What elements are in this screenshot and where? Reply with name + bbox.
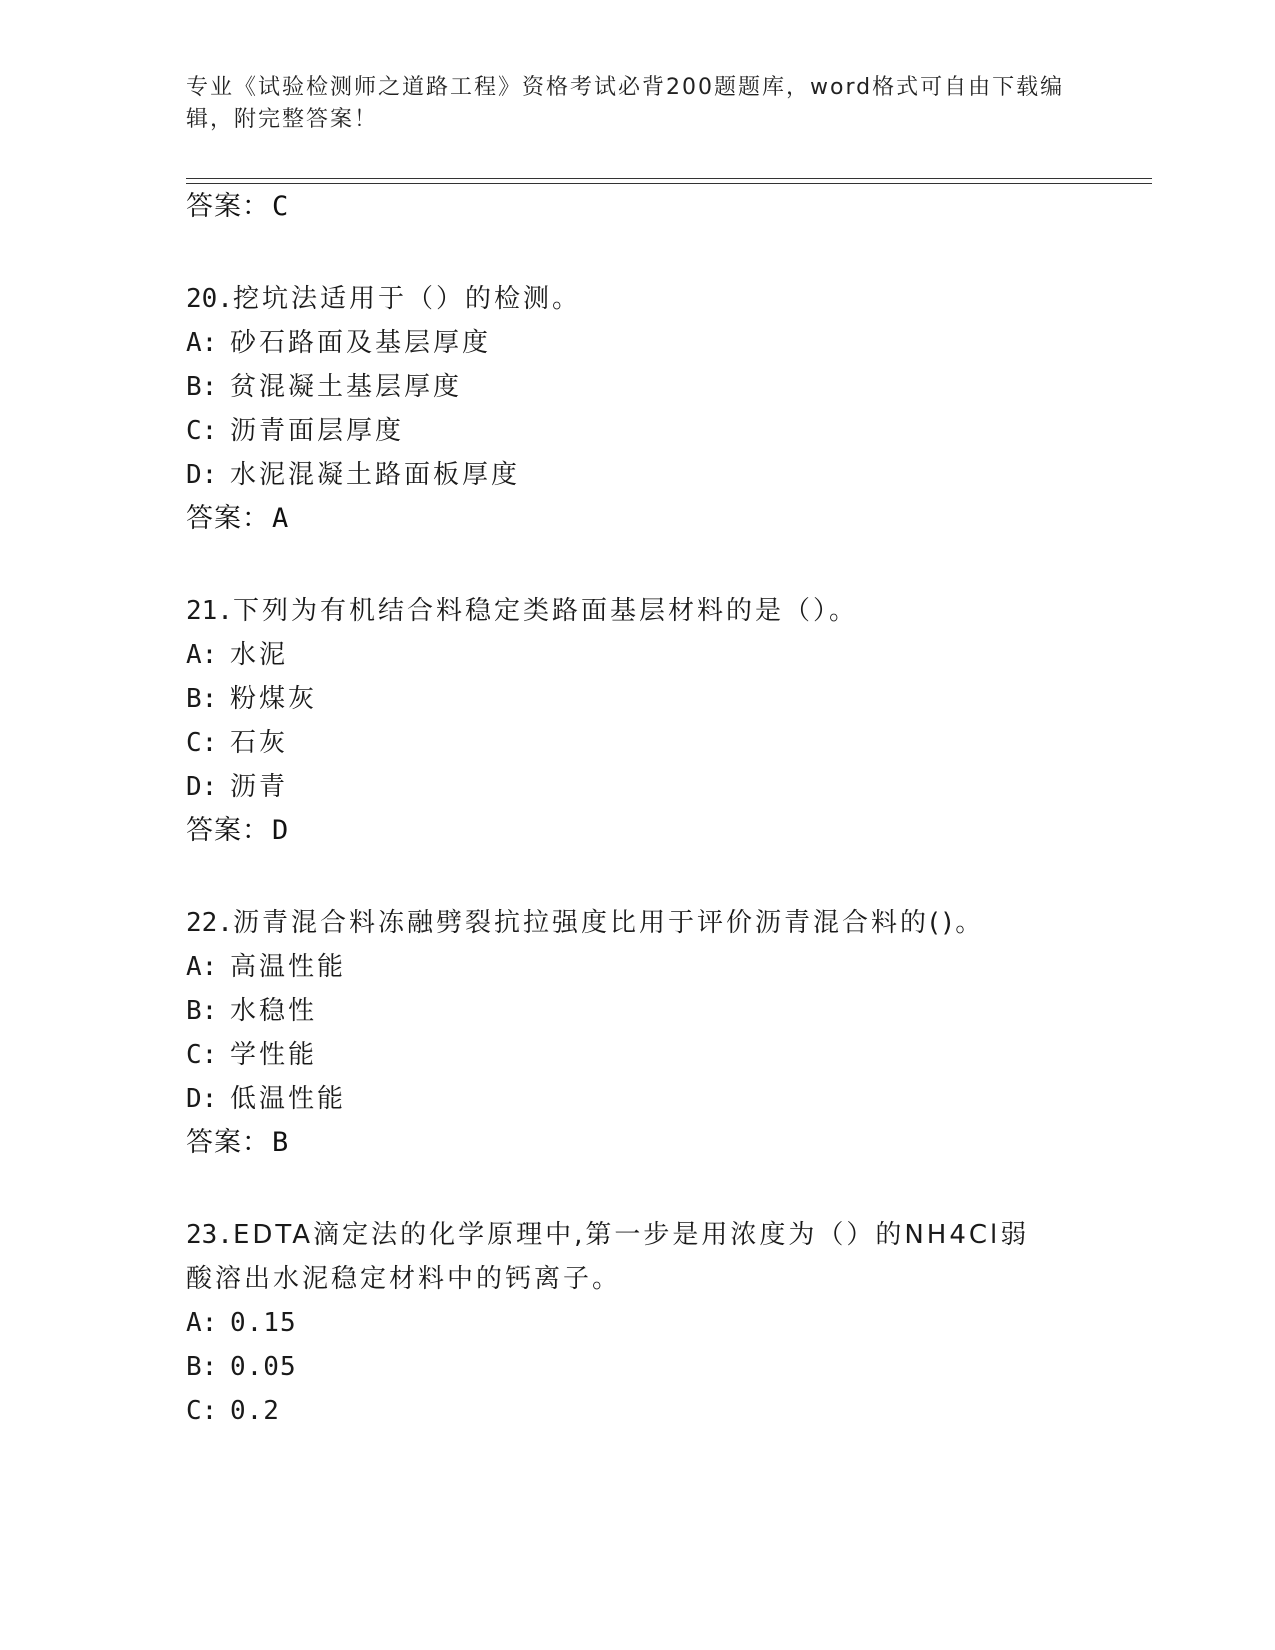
option-text: 0.15 <box>230 1308 297 1338</box>
option-a <box>186 1306 297 1340</box>
option-text: 水泥混凝土路面板厚度 <box>230 460 521 490</box>
option-key: A: <box>186 328 218 358</box>
option-key: A: <box>186 1308 218 1338</box>
option-text: 学性能 <box>230 1040 318 1070</box>
option-a <box>186 638 288 672</box>
option-c <box>186 414 404 448</box>
answer-value: C <box>272 191 290 222</box>
question-stem <box>186 589 1066 633</box>
option-c <box>186 1394 280 1428</box>
option-key: A: <box>186 952 218 982</box>
option-b <box>186 370 462 404</box>
answer-value: B <box>272 1127 290 1158</box>
answer-line <box>186 1126 289 1160</box>
question-text: 下列为有机结合料稳定类路面基层材料的是（）。 <box>232 596 858 626</box>
question-number: 22. <box>186 908 233 938</box>
option-key: B: <box>186 1352 218 1382</box>
option-text: 粉煤灰 <box>230 684 318 714</box>
option-key: B: <box>186 684 218 714</box>
option-c <box>186 1038 317 1072</box>
option-c <box>186 726 288 760</box>
header-divider-bottom <box>186 183 1152 184</box>
answer-line <box>186 814 289 848</box>
answer-value: A <box>272 503 290 534</box>
option-text: 沥青 <box>230 772 289 802</box>
question-number: 20. <box>186 284 233 314</box>
option-d <box>186 770 288 804</box>
option-key: D: <box>186 772 218 802</box>
option-d <box>186 1082 346 1116</box>
document-header: 专业《试验检测师之道路工程》资格考试必背200题题库，word格式可自由下载编辑，附完整答案！ <box>186 75 1065 132</box>
option-key: A: <box>186 640 218 670</box>
option-text: 水泥 <box>230 640 289 670</box>
option-key: C: <box>186 728 218 758</box>
question-text: EDTA滴定法的化学原理中,第一步是用浓度为（）的NH4Cl弱酸溶出水泥稳定材料中的钙离子。 <box>186 1220 1030 1294</box>
option-text: 低温性能 <box>230 1084 347 1114</box>
option-text: 石灰 <box>230 728 289 758</box>
answer-value: D <box>272 815 290 846</box>
question-number: 21. <box>186 596 233 626</box>
option-text: 高温性能 <box>230 952 347 982</box>
option-key: C: <box>186 1396 218 1426</box>
option-text: 沥青面层厚度 <box>230 416 405 446</box>
question-stem <box>186 901 1066 945</box>
option-text: 砂石路面及基层厚度 <box>230 328 492 358</box>
option-b <box>186 682 317 716</box>
option-key: D: <box>186 1084 218 1114</box>
option-text: 水稳性 <box>230 996 318 1026</box>
answer-line <box>186 190 289 224</box>
answer-label: 答案： <box>186 503 270 534</box>
answer-label: 答案： <box>186 191 270 222</box>
option-a <box>186 950 346 984</box>
option-text: 0.2 <box>230 1396 280 1426</box>
option-b <box>186 1350 297 1384</box>
answer-label: 答案： <box>186 815 270 846</box>
question-text: 沥青混合料冻融劈裂抗拉强度比用于评价沥青混合料的()。 <box>232 908 985 938</box>
question-text: 挖坑法适用于（）的检测。 <box>232 284 581 314</box>
option-text: 贫混凝土基层厚度 <box>230 372 463 402</box>
answer-label: 答案： <box>186 1127 270 1158</box>
option-key: B: <box>186 372 218 402</box>
option-key: C: <box>186 416 218 446</box>
header-divider-top <box>186 178 1152 179</box>
question-stem <box>186 1213 1046 1301</box>
answer-line <box>186 502 289 536</box>
option-d <box>186 458 520 492</box>
option-key: B: <box>186 996 218 1026</box>
option-a <box>186 326 491 360</box>
option-b <box>186 994 317 1028</box>
option-text: 0.05 <box>230 1352 297 1382</box>
option-key: C: <box>186 1040 218 1070</box>
question-stem <box>186 277 1066 321</box>
option-key: D: <box>186 460 218 490</box>
question-number: 23. <box>186 1220 233 1250</box>
